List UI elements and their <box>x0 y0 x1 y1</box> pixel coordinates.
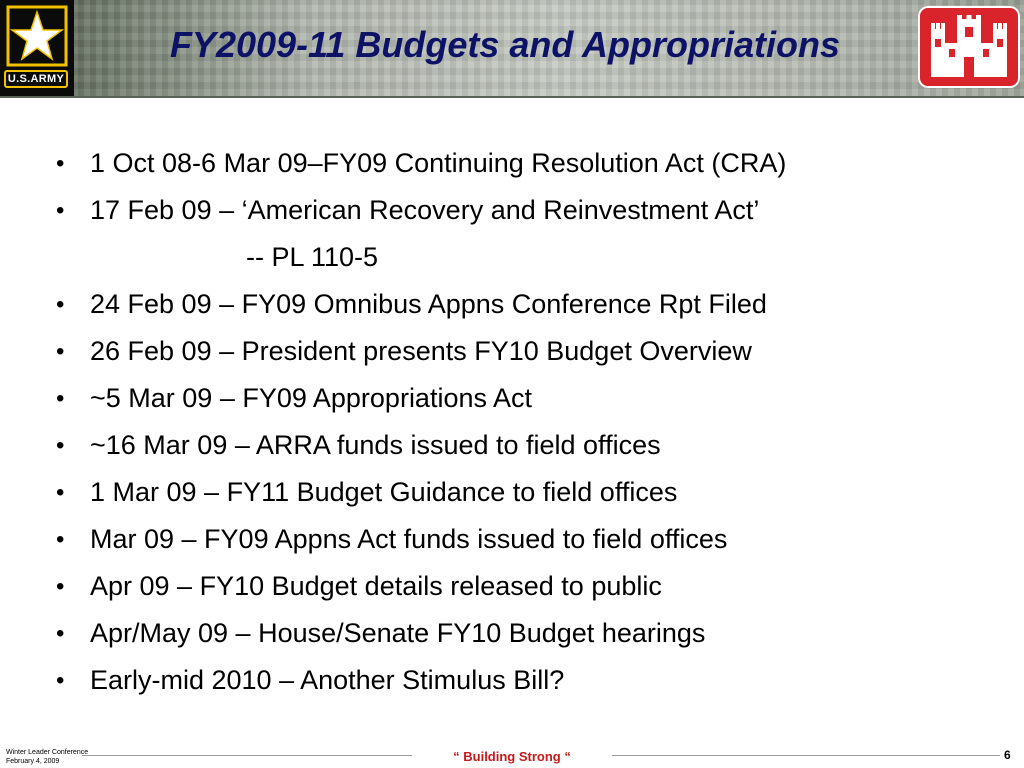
footer-divider-left <box>82 755 412 756</box>
bullet-marker: • <box>56 432 65 459</box>
footer-info <box>6 748 88 766</box>
army-logo-text: U.S.ARMY <box>4 70 68 88</box>
list-item-text: 1 Mar 09 – FY11 Budget Guidance to field offices <box>90 477 678 507</box>
list-item-text: 26 Feb 09 – President presents FY10 Budget Overview <box>90 336 752 366</box>
list-item-text: Apr/May 09 – House/Senate FY10 Budget hearings <box>90 618 706 648</box>
footer-motto: “ Building Strong “ <box>453 749 571 764</box>
list-item <box>56 422 996 469</box>
army-logo <box>0 0 74 96</box>
list-item <box>56 516 996 563</box>
list-item <box>56 328 996 375</box>
list-item <box>56 610 996 657</box>
list-item-continuation <box>56 234 996 281</box>
list-item-text: -- PL 110-5 <box>246 242 379 272</box>
list-item-text: ~5 Mar 09 – FY09 Appropriations Act <box>90 383 533 413</box>
footer-date: February 4, 2009 <box>6 758 60 765</box>
list-item-text: 17 Feb 09 – ‘American Recovery and Reinvestment Act’ <box>90 195 760 225</box>
bullet-marker: • <box>56 526 65 553</box>
list-item <box>56 563 996 610</box>
bullet-marker: • <box>56 667 65 694</box>
army-star-icon <box>5 4 69 68</box>
list-item <box>56 140 996 187</box>
corps-of-engineers-logo <box>918 6 1020 88</box>
bullet-marker: • <box>56 197 65 224</box>
list-item-text: ~16 Mar 09 – ARRA funds issued to field offices <box>90 430 661 460</box>
list-item <box>56 281 996 328</box>
slide-title: FY2009-11 Budgets and Appropriations <box>169 24 841 65</box>
list-item <box>56 469 996 516</box>
list-item-text: 1 Oct 08-6 Mar 09–FY09 Continuing Resolution Act (CRA) <box>90 148 787 178</box>
list-item-text: 24 Feb 09 – FY09 Omnibus Appns Conference Rpt Filed <box>90 289 767 319</box>
list-item <box>56 657 996 704</box>
list-item-text: Mar 09 – FY09 Appns Act funds issued to field offices <box>90 524 728 554</box>
bullet-marker: • <box>56 479 65 506</box>
list-item <box>56 375 996 422</box>
page-number: 6 <box>1004 748 1011 762</box>
bullet-marker: • <box>56 620 65 647</box>
bullet-marker: • <box>56 291 65 318</box>
bullet-marker: • <box>56 573 65 600</box>
bullet-marker: • <box>56 150 65 177</box>
bullet-list <box>56 140 996 704</box>
bullet-marker: • <box>56 385 65 412</box>
footer-divider-right <box>612 755 1000 756</box>
footer-event: Winter Leader Conference <box>6 749 89 756</box>
slide-header <box>0 0 1024 98</box>
castle-icon <box>929 15 1009 79</box>
list-item-text: Early-mid 2010 – Another Stimulus Bill? <box>90 665 565 695</box>
bullet-marker: • <box>56 338 65 365</box>
list-item <box>56 187 996 234</box>
list-item-text: Apr 09 – FY10 Budget details released to public <box>90 571 662 601</box>
